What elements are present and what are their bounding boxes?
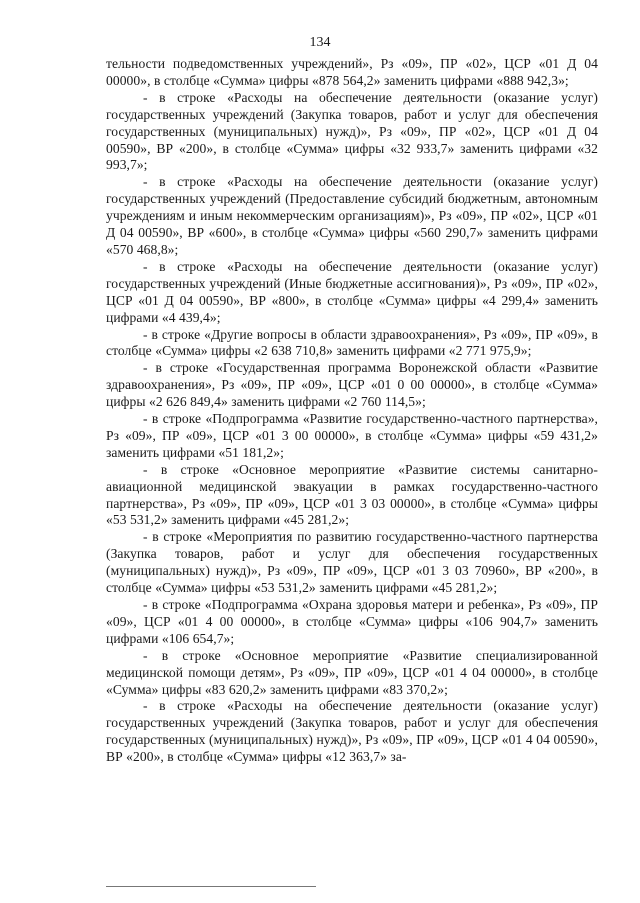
paragraph-10: - в строке «Подпрограмма «Охрана здоровья матери и ребенка», Рз «09», ПР «09», ЦСР «01 4 00 00000», в столбце «Сумма» цифры «106 904,7» заменить цифрами «106 654,7»; bbox=[106, 597, 598, 646]
paragraph-8: - в строке «Основное мероприятие «Развитие системы санитарно-авиационной медицинской эвакуации в рамках государственно-частного партнерства», Рз «09», ПР «09», ЦСР «01 3 03 00000», в столбце «Сумма» цифры «53 531,2» заменить цифрами «45 281,2»; bbox=[106, 461, 598, 528]
paragraph-6: - в строке «Государственная программа Воронежской области «Развитие здравоохранения», Рз «09», ПР «09», ЦСР «01 0 00 00000», в столбце «Сумма» цифры «2 626 849,4» заменить цифрами «2 760 114,5»; bbox=[106, 360, 598, 410]
paragraph-5: - в строке «Другие вопросы в области здравоохранения», Рз «09», ПР «09», в столбце «Сумма» цифры «2 638 710,8» заменить цифрами «2 771 975,9»; bbox=[106, 326, 598, 359]
page-number: 134 bbox=[309, 35, 331, 50]
paragraph-3: - в строке «Расходы на обеспечение деятельности (оказание услуг) государственных учреждений (Предоставление субсидий бюджетным, автономным учреждениям и иным некоммерческим организациям)», Рз «09», ПР «02», ЦСР «01 Д 04 00590», ВР «600», в столбце «Сумма» цифры «560 290,7» заменить цифрами «570 468,8»; bbox=[106, 174, 598, 257]
paragraph-12: - в строке «Расходы на обеспечение деятельности (оказание услуг) государственных учреждений (Закупка товаров, работ и услуг для обеспечения государственных (муниципальных) нужд)», Рз «09», ПР «09», ЦСР «01 4 04 00590», ВР «200», в столбце «Сумма» цифры «12 363,7» за- bbox=[106, 698, 598, 765]
footer-divider bbox=[106, 886, 316, 887]
paragraph-4: - в строке «Расходы на обеспечение деятельности (оказание услуг) государственных учреждений (Иные бюджетные ассигнования)», Рз «09», ПР «02», ЦСР «01 Д 04 00590», ВР «800», в столбце «Сумма» цифры «4 299,4» заменить цифрами «4 439,4»; bbox=[106, 258, 598, 325]
paragraph-11: - в строке «Основное мероприятие «Развитие специализированной медицинской помощи детям», Рз «09», ПР «09», ЦСР «01 4 04 00000», в столбце «Сумма» цифры «83 620,2» заменить цифрами «83 370,2»; bbox=[106, 647, 598, 697]
paragraph-9: - в строке «Мероприятия по развитию государственно-частного партнерства (Закупка товаров, работ и услуг для обеспечения государственных (муниципальных) нужд)», Рз «09», ПР «09», ЦСР «01 3 03 70960», ВР «200», в столбце «Сумма» цифры «53 531,2» заменить цифрами «45 281,2»; bbox=[106, 529, 598, 596]
paragraph-2: - в строке «Расходы на обеспечение деятельности (оказание услуг) государственных учреждений (Закупка товаров, работ и услуг для обеспечения государственных (муниципальных) нужд)», Рз «09», ПР «02», ЦСР «01 Д 04 00590», ВР «200», в столбце «Сумма» цифры «32 933,7» заменить цифрами «32 993,7»; bbox=[106, 89, 598, 173]
paragraph-7: - в строке «Подпрограмма «Развитие государственно-частного партнерства», Рз «09», ПР «09», ЦСР «01 3 00 00000», в столбце «Сумма» цифры «59 431,2» заменить цифрами «51 181,2»; bbox=[106, 411, 598, 460]
paragraph-1: тельности подведомственных учреждений», Рз «09», ПР «02», ЦСР «01 Д 04 00000», в столбце «Сумма» цифры «878 564,2» заменить цифрами «888 942,3»; bbox=[106, 56, 598, 88]
document-body bbox=[106, 56, 598, 766]
